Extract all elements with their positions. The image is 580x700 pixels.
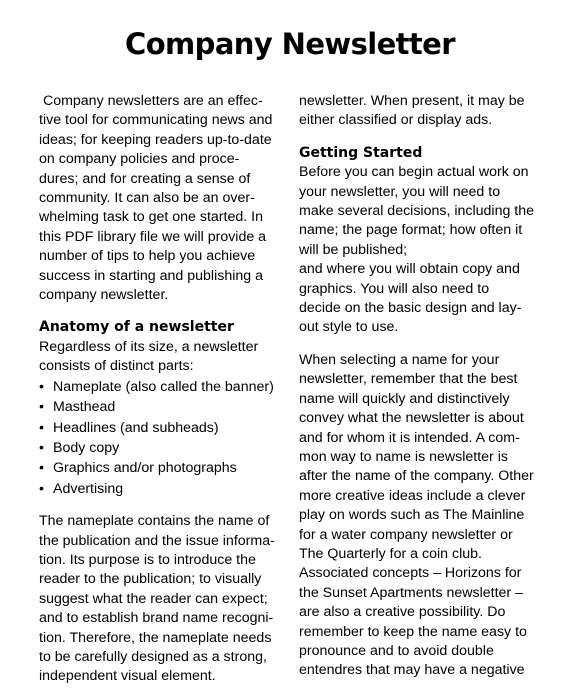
getting-started-line: will be published; [299, 241, 408, 258]
list-item-text: Body copy [53, 439, 120, 456]
anatomy-heading: Anatomy of a newsletter [39, 319, 234, 336]
bullet-icon: • [39, 460, 44, 477]
intro-line: success in starting and publishing a [39, 267, 263, 284]
getting-started-line: graphics. You will also need to [299, 280, 490, 297]
intro-line: tive tool for communicating news and [39, 112, 273, 129]
list-item-text: Headlines (and subheads) [53, 419, 219, 436]
bullet-icon: • [39, 439, 44, 456]
naming-line: convey what the newsletter is about [299, 410, 524, 427]
list-item [39, 377, 283, 397]
list-item [39, 458, 283, 478]
bullet-icon: • [39, 419, 44, 436]
nameplate-paragraph [39, 512, 283, 687]
naming-line: for a water company newsletter or [299, 526, 513, 543]
intro-line: this PDF library file we will provide a [39, 228, 267, 245]
bullet-icon: • [39, 399, 44, 416]
list-item [39, 397, 283, 417]
nameplate-line: to be carefully designed as a strong, [39, 648, 267, 665]
newsletter-parts-list [39, 377, 283, 499]
nameplate-line: tion. Therefore, the nameplate needs [39, 629, 272, 646]
getting-started-line: your newsletter, you will need to [299, 183, 501, 200]
list-item [39, 438, 283, 458]
list-item [39, 418, 283, 438]
naming-line: the Sunset Apartments newsletter – [299, 584, 523, 601]
nameplate-line: tion. Its purpose is to introduce the [39, 551, 256, 568]
intro-line: on company policies and proce- [39, 151, 240, 168]
list-item-text: Advertising [53, 480, 124, 497]
getting-started-line: and where you will obtain copy and [299, 261, 520, 278]
naming-line: Associated concepts – Horizons for [299, 565, 522, 582]
naming-paragraph [299, 351, 545, 681]
intro-line: Company newsletters are an effec- [39, 93, 263, 109]
getting-started-line: name; the page format; how often it [299, 222, 523, 239]
anatomy-intro [39, 338, 283, 377]
spacer [299, 338, 545, 351]
nameplate-line: reader to the publication; to visually [39, 571, 262, 588]
naming-line: remember to keep the name easy to [299, 623, 527, 640]
advertising-continuation [299, 92, 545, 131]
naming-line: name will quickly and distinctively [299, 390, 510, 407]
intro-line: dures; and for creating a sense of [39, 170, 251, 187]
getting-started-line: Before you can begin actual work on [299, 164, 529, 181]
anatomy-line: Regardless of its size, a newsletter [39, 338, 259, 355]
intro-paragraph [39, 92, 283, 305]
bullet-icon: • [39, 378, 44, 395]
intro-line: whelming task to get one started. In [39, 209, 263, 226]
spacer [299, 131, 545, 144]
list-item [39, 479, 283, 499]
page-title: Company Newsletter [125, 27, 455, 61]
list-item-text: Graphics and/or photographs [53, 460, 237, 477]
nameplate-line: The nameplate contains the name of [39, 513, 270, 530]
naming-line: play on words such as The Mainline [299, 507, 525, 524]
naming-line: mon way to name is newsletter is [299, 448, 508, 465]
naming-line: more creative ideas include a clever [299, 487, 526, 504]
getting-started-line: decide on the basic design and lay- [299, 300, 522, 317]
naming-line: pronounce and to avoid double [299, 642, 494, 659]
naming-line: When selecting a name for your [299, 351, 500, 368]
nameplate-line: suggest what the reader can expect; [39, 590, 268, 607]
intro-line: community. It can also be an over- [39, 190, 255, 207]
list-item-text: Masthead [53, 399, 116, 416]
naming-line: and for whom it is intended. A com- [299, 429, 520, 446]
spacer [39, 499, 283, 512]
intro-line: number of tips to help you achieve [39, 248, 256, 265]
getting-started-paragraph [299, 163, 545, 338]
nameplate-line: independent visual element. [39, 668, 216, 685]
intro-line: ideas; for keeping readers up-to-date [39, 131, 272, 148]
nameplate-line: the publication and the issue informa- [39, 532, 275, 549]
right-column [299, 92, 545, 681]
spacer [39, 305, 283, 318]
intro-line: company newsletter. [39, 287, 169, 304]
naming-line: after the name of the company. Other [299, 468, 534, 485]
list-item-text: Nameplate (also called the banner) [53, 378, 274, 395]
left-column [39, 92, 283, 687]
naming-line: The Quarterly for a coin club. [299, 545, 482, 562]
getting-started-heading: Getting Started [299, 144, 423, 161]
anatomy-line: consists of distinct parts: [39, 358, 194, 375]
naming-line: entendres that may have a negative [299, 662, 525, 679]
nameplate-line: and to establish brand name recogni- [39, 610, 274, 627]
continuation-line: either classified or display ads. [299, 112, 493, 129]
getting-started-line: out style to use. [299, 319, 399, 336]
bullet-icon: • [39, 480, 44, 497]
naming-line: are also a creative possibility. Do [299, 604, 506, 621]
getting-started-line: make several decisions, including the [299, 203, 535, 220]
naming-line: newsletter, remember that the best [299, 371, 518, 388]
continuation-line: newsletter. When present, it may be [299, 93, 525, 109]
